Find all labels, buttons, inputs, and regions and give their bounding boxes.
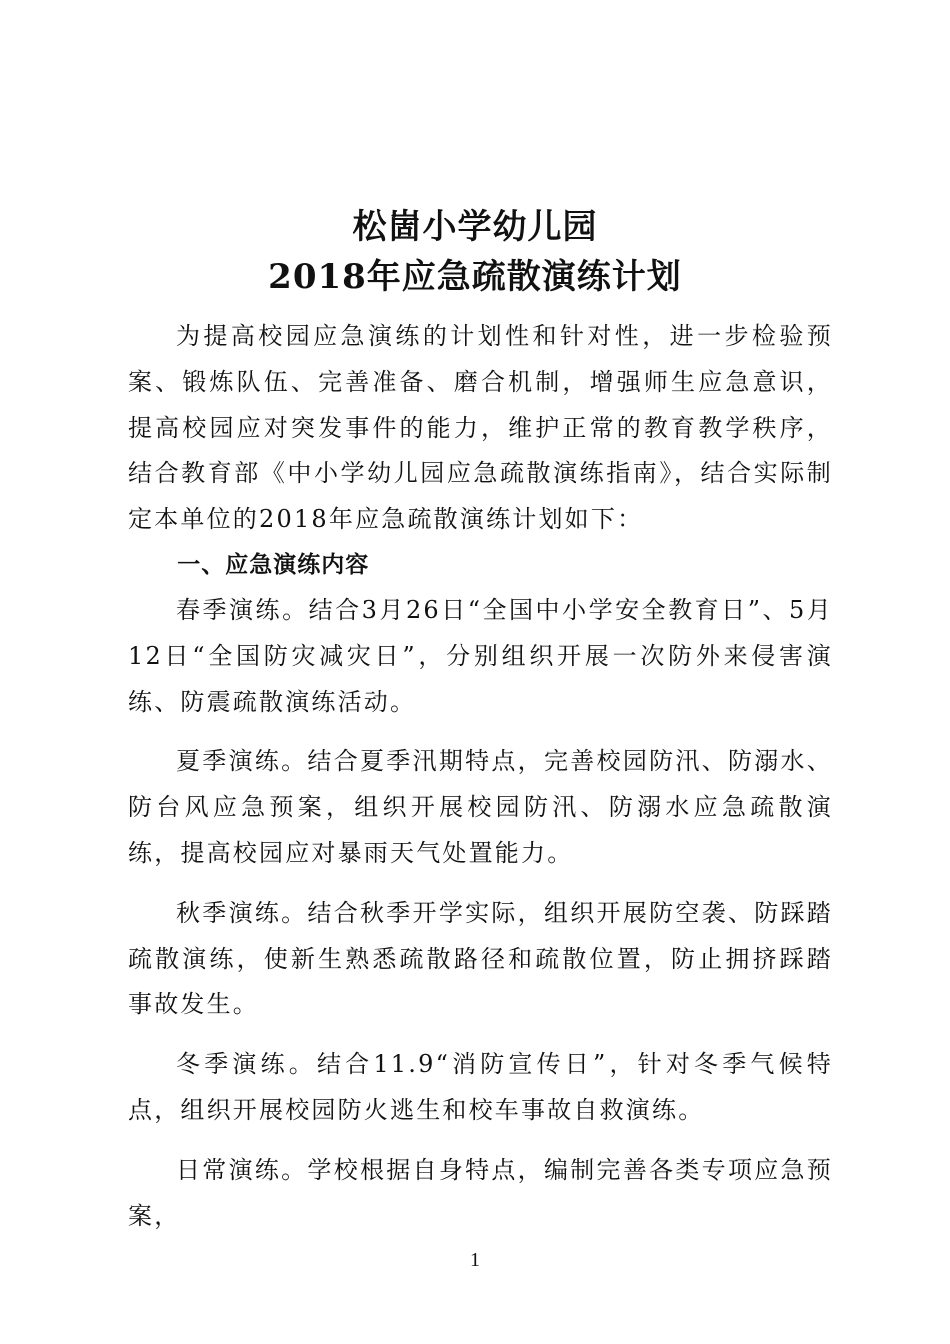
paragraph-spring-drill: 春季演练。结合3月26日“全国中小学安全教育日”、5月12日“全国防灾减灾日”，分别组织开展一次防外来侵害演练、防震疏散演练活动。 bbox=[128, 595, 833, 716]
intro-paragraph: 为提高校园应急演练的计划性和针对性，进一步检验预案、锻炼队伍、完善准备、磨合机制，增强师生应急意识，提高校园应对突发事件的能力，维护正常的教育教学秩序，结合教育部《中小学幼儿园应急疏散演练指南》，结合实际制定本单位的2018年应急疏散演练计划如下： bbox=[128, 322, 833, 534]
document-title-plan: 2018年应急疏散演练计划 bbox=[268, 257, 682, 297]
paragraph-daily-drill: 日常演练。学校根据自身特点，编制完善各类专项应急预案， bbox=[128, 1155, 833, 1230]
section-heading-drill-content: 一、应急演练内容 bbox=[177, 551, 370, 578]
document-body bbox=[128, 314, 833, 1239]
paragraph-summer-drill: 夏季演练。结合夏季汛期特点，完善校园防汛、防溺水、防台风应急预案，组织开展校园防汛、防溺水应急疏散演练，提高校园应对暴雨天气处置能力。 bbox=[128, 747, 833, 867]
document-title-school: 松崮小学幼儿园 bbox=[352, 207, 598, 247]
paragraph-autumn-drill: 秋季演练。结合秋季开学实际，组织开展防空袭、防踩踏疏散演练，使新生熟悉疏散路径和疏散位置，防止拥挤踩踏事故发生。 bbox=[128, 898, 833, 1019]
page-number: 1 bbox=[470, 1249, 480, 1271]
paragraph-winter-drill: 冬季演练。结合11.9“消防宣传日”，针对冬季气候特点，组织开展校园防火逃生和校车事故自救演练。 bbox=[128, 1050, 833, 1124]
